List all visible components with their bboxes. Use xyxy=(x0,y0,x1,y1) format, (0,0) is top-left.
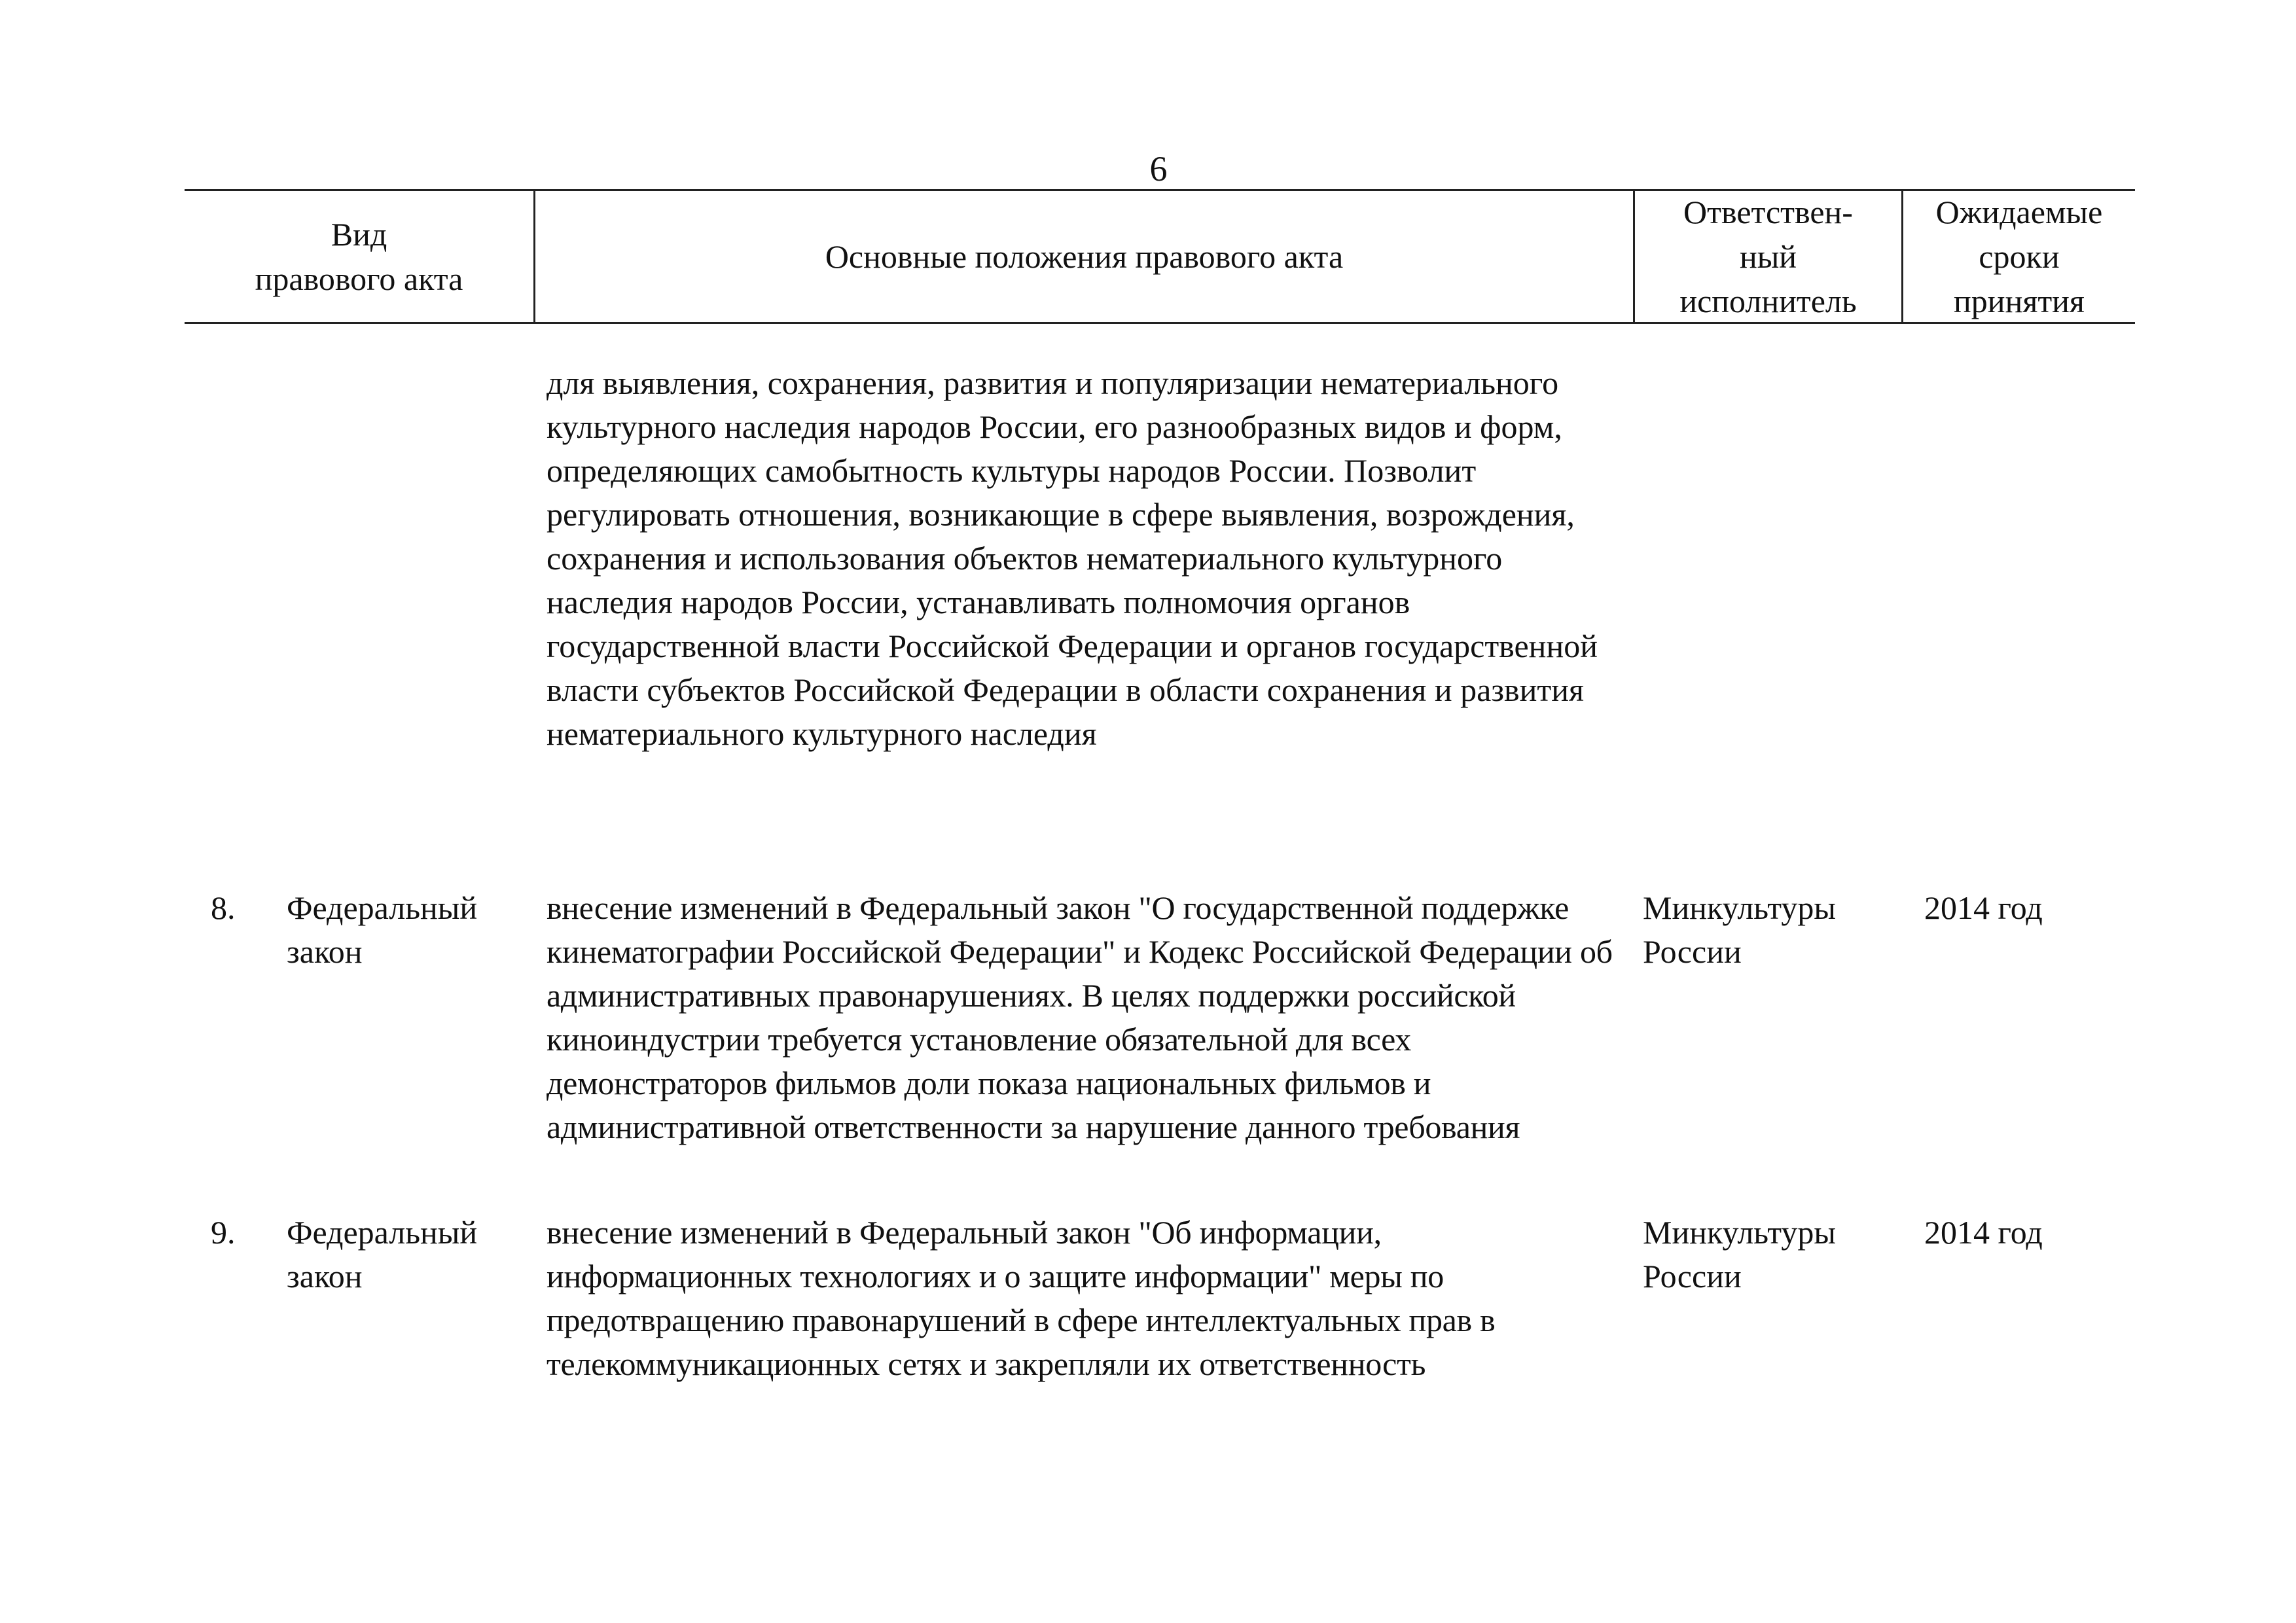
row-number: 9. xyxy=(211,1214,236,1251)
header-cell-term: Ожидаемые сроки принятия xyxy=(1935,194,2103,319)
row-provisions: внесение изменений в Федеральный закон "Об информации, информационных технологиях и о защите информации" меры по предотвращению правонарушений в сфере интеллектуальных прав в телекоммуникационных сетях и закрепляли их ответственность xyxy=(547,1214,1496,1382)
page-number: 6 xyxy=(1149,149,1168,188)
row-act-type: Федеральный закон xyxy=(287,889,478,970)
table-header-bottom-rule xyxy=(185,322,2135,324)
row-act-type: Федеральный закон xyxy=(287,1214,478,1294)
row-number: 8. xyxy=(211,889,236,926)
row-term: 2014 год xyxy=(1924,889,2043,926)
header-cell-provisions: Основные положения правового акта xyxy=(825,238,1344,275)
row-executor: Минкультуры России xyxy=(1643,889,1836,970)
row-term: 2014 год xyxy=(1924,1214,2043,1251)
continued-provisions-text: для выявления, сохранения, развития и популяризации нематериального культурного наследия народов России, его разнообразных видов и форм, определяющих самобытность культуры народов России. Позволит регулировать отношения, возникающие в сфере выявления, возрождения, сохранения и использования объектов нематериального культурного наследия народов России, устанавливать полномочия органов государственной власти Российской Федерации и органов государственной власти субъектов Российской Федерации в области сохранения и развития нематериального культурного наследия xyxy=(547,365,1598,752)
header-cell-executor: Ответствен- ный исполнитель xyxy=(1679,194,1857,319)
row-executor: Минкультуры России xyxy=(1643,1214,1836,1294)
header-cell-act-type: Вид правового акта xyxy=(255,216,463,297)
row-provisions: внесение изменений в Федеральный закон "О государственной поддержке кинематографии Российской Федерации" и Кодекс Российской Федерации об административных правонарушениях. В целях поддержки российской киноиндустрии требуется установление обязательной для всех демонстраторов фильмов доли показа национальных фильмов и административной ответственности за нарушение данного требования xyxy=(547,889,1613,1145)
